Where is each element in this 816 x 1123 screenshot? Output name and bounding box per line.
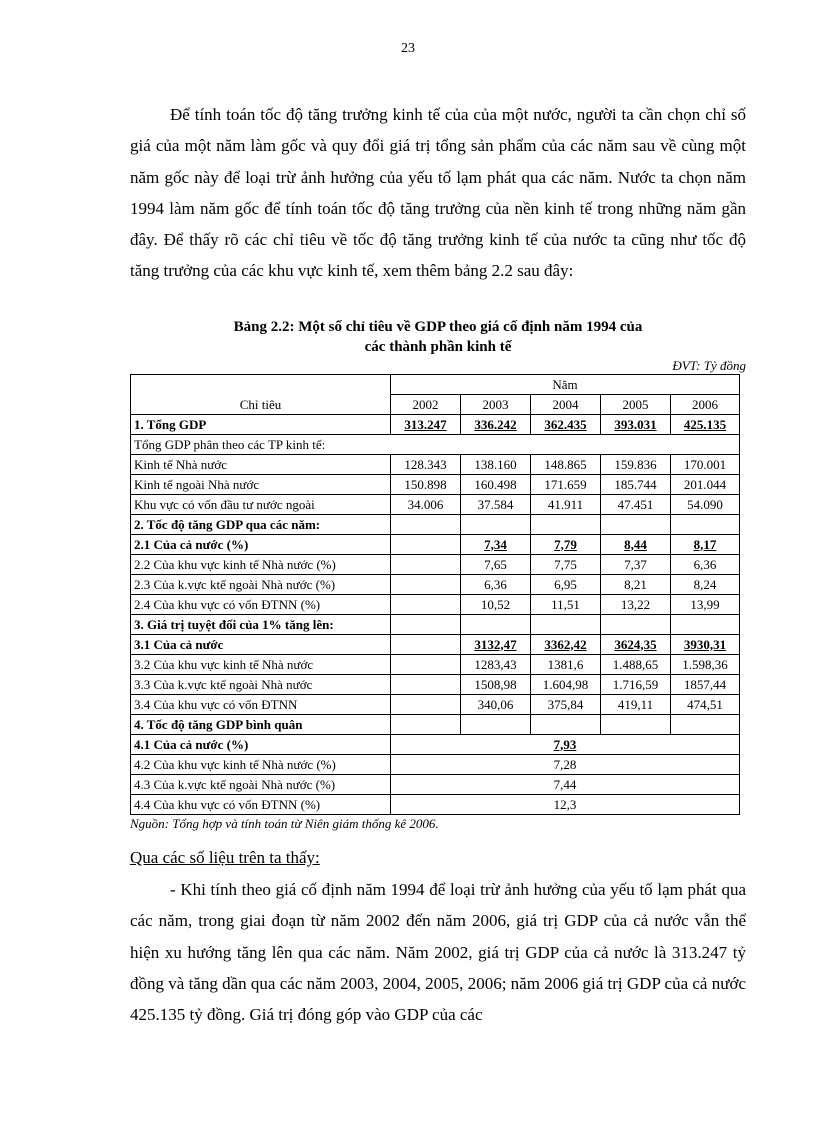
row-label: 3.4 Của khu vực có vốn ĐTNN — [131, 695, 391, 715]
average-cell: 12,3 — [391, 795, 740, 815]
table-cell: 3362,42 — [531, 635, 601, 655]
table-row — [131, 695, 740, 715]
table-cell: 159.836 — [601, 455, 671, 475]
table-cell: 171.659 — [531, 475, 601, 495]
row-label: Tổng GDP phân theo các TP kinh tế: — [131, 435, 740, 455]
table-cell: 1381,6 — [531, 655, 601, 675]
observation-heading: Qua các số liệu trên ta thấy: — [130, 848, 320, 867]
table-cell: 419,11 — [601, 695, 671, 715]
table-row — [131, 715, 740, 735]
gdp-table-body — [131, 375, 740, 815]
table-title-line2: các thành phần kinh tế — [364, 339, 512, 355]
year-header: 2004 — [531, 395, 601, 415]
table-cell — [391, 715, 461, 735]
table-cell: 3624,35 — [601, 635, 671, 655]
table-cell: 340,06 — [461, 695, 531, 715]
table-cell: 7,79 — [531, 535, 601, 555]
table-cell: 160.498 — [461, 475, 531, 495]
table-cell — [391, 595, 461, 615]
average-cell: 7,44 — [391, 775, 740, 795]
table-cell: 3930,31 — [671, 635, 740, 655]
table-cell: 362.435 — [531, 415, 601, 435]
table-cell: 7,34 — [461, 535, 531, 555]
table-cell — [671, 715, 740, 735]
table-cell — [601, 515, 671, 535]
table-cell — [601, 615, 671, 635]
table-cell: 6,36 — [671, 555, 740, 575]
table-cell: 47.451 — [601, 495, 671, 515]
table-cell: 313.247 — [391, 415, 461, 435]
table-cell — [671, 515, 740, 535]
table-cell: 425.135 — [671, 415, 740, 435]
table-cell — [601, 715, 671, 735]
table-header-row — [131, 375, 740, 395]
table-cell: 6,95 — [531, 575, 601, 595]
table-row — [131, 575, 740, 595]
table-cell: 336.242 — [461, 415, 531, 435]
table-cell: 1.604,98 — [531, 675, 601, 695]
row-label: 4. Tốc độ tăng GDP bình quân — [131, 715, 391, 735]
row-label: Kinh tế ngoài Nhà nước — [131, 475, 391, 495]
table-row — [131, 635, 740, 655]
table-cell — [461, 615, 531, 635]
table-cell — [391, 675, 461, 695]
row-label: 1. Tổng GDP — [131, 415, 391, 435]
row-label: 2. Tốc độ tăng GDP qua các năm: — [131, 515, 391, 535]
body-paragraph — [130, 874, 746, 1030]
table-row — [131, 435, 740, 455]
table-cell — [531, 715, 601, 735]
table-cell: 1.488,65 — [601, 655, 671, 675]
table-row — [131, 755, 740, 775]
row-label: 4.2 Của khu vực kinh tế Nhà nước (%) — [131, 755, 391, 775]
intro-paragraph — [130, 99, 746, 287]
table-cell: 474,51 — [671, 695, 740, 715]
table-cell — [391, 555, 461, 575]
table-row — [131, 475, 740, 495]
row-label: 3.1 Của cả nước — [131, 635, 391, 655]
row-label: 2.3 Của k.vực ktế ngoài Nhà nước (%) — [131, 575, 391, 595]
table-cell: 6,36 — [461, 575, 531, 595]
table-title-line1: Bảng 2.2: Một số chỉ tiêu về GDP theo giá cố định năm 1994 của — [233, 319, 643, 335]
intro-text: Để tính toán tốc độ tăng trưởng kinh tế của của một nước, người ta cần chọn chỉ số giá của một năm làm gốc và quy đổi giá trị tổng sản phẩm của các năm sau về cùng một năm gốc này để loại trừ ảnh hưởng của yếu tố lạm phát qua các năm. Nước ta chọn năm 1994 làm năm gốc để tính toán tốc độ tăng trưởng của nền kinh tế trong những năm gần đây. Để thấy rõ các chỉ tiêu về tốc độ tăng trưởng kinh tế của nước ta cũng như tốc độ tăng trưởng của các khu vực kinh tế, xem thêm bảng 2.2 sau đây: — [130, 105, 746, 281]
row-label: 3.2 Của khu vực kinh tế Nhà nước — [131, 655, 391, 675]
table-cell: 11,51 — [531, 595, 601, 615]
table-cell: 13,22 — [601, 595, 671, 615]
table-cell — [391, 655, 461, 675]
table-row — [131, 495, 740, 515]
table-row — [131, 735, 740, 755]
table-row — [131, 555, 740, 575]
year-header: 2002 — [391, 395, 461, 415]
table-cell: 150.898 — [391, 475, 461, 495]
table-title — [130, 317, 746, 357]
table-cell: 8,17 — [671, 535, 740, 555]
table-cell: 393.031 — [601, 415, 671, 435]
year-header: 2006 — [671, 395, 740, 415]
table-row — [131, 595, 740, 615]
table-cell — [391, 535, 461, 555]
unit-label: ĐVT: Tỷ đồng — [672, 358, 746, 373]
table-cell — [531, 615, 601, 635]
table-cell: 7,37 — [601, 555, 671, 575]
table-cell — [531, 515, 601, 535]
table-cell: 7,75 — [531, 555, 601, 575]
row-label: 2.2 Của khu vực kinh tế Nhà nước (%) — [131, 555, 391, 575]
table-cell — [391, 575, 461, 595]
table-row — [131, 415, 740, 435]
indicator-header: Chỉ tiêu — [131, 375, 391, 415]
table-cell: 1283,43 — [461, 655, 531, 675]
table-cell — [391, 635, 461, 655]
row-label: 2.4 Của khu vực có vốn ĐTNN (%) — [131, 595, 391, 615]
table-cell — [461, 515, 531, 535]
table-row — [131, 535, 740, 555]
table-cell: 34.006 — [391, 495, 461, 515]
row-label: 4.3 Của k.vực ktế ngoài Nhà nước (%) — [131, 775, 391, 795]
average-cell: 7,93 — [391, 735, 740, 755]
table-cell: 3132,47 — [461, 635, 531, 655]
table-cell: 1508,98 — [461, 675, 531, 695]
table-row — [131, 675, 740, 695]
table-row — [131, 455, 740, 475]
average-cell: 7,28 — [391, 755, 740, 775]
table-cell — [671, 615, 740, 635]
table-cell — [391, 615, 461, 635]
table-cell: 128.343 — [391, 455, 461, 475]
table-row — [131, 655, 740, 675]
table-cell: 13,99 — [671, 595, 740, 615]
table-cell: 7,65 — [461, 555, 531, 575]
table-cell: 148.865 — [531, 455, 601, 475]
table-cell — [391, 695, 461, 715]
page-number: 23 — [401, 41, 415, 56]
table-cell: 138.160 — [461, 455, 531, 475]
table-cell: 201.044 — [671, 475, 740, 495]
table-row — [131, 515, 740, 535]
table-cell: 54.090 — [671, 495, 740, 515]
table-cell: 170.001 — [671, 455, 740, 475]
source-note: Nguồn: Tổng hợp và tính toán từ Niên giám thống kê 2006. — [130, 816, 439, 831]
table-cell — [461, 715, 531, 735]
row-label: 4.1 Của cả nước (%) — [131, 735, 391, 755]
row-label: 4.4 Của khu vực có vốn ĐTNN (%) — [131, 795, 391, 815]
table-row — [131, 615, 740, 635]
year-header: 2003 — [461, 395, 531, 415]
table-cell: 1.598,36 — [671, 655, 740, 675]
body-text: - Khi tính theo giá cố định năm 1994 để loại trừ ảnh hưởng của yếu tố lạm phát qua các năm, trong giai đoạn từ năm 2002 đến năm 2006, giá trị GDP của cả nước vẫn thể hiện xu hướng tăng lên qua các năm. Năm 2002, giá trị GDP của cả nước là 313.247 tỷ đồng và tăng dần qua các năm 2003, 2004, 2005, 2006; năm 2006 giá trị GDP của cả nước 425.135 tỷ đồng. Giá trị đóng góp vào GDP của các — [130, 880, 746, 1025]
table-cell: 8,21 — [601, 575, 671, 595]
table-cell: 41.911 — [531, 495, 601, 515]
row-label: 3.3 Của k.vực ktế ngoài Nhà nước — [131, 675, 391, 695]
table-cell: 10,52 — [461, 595, 531, 615]
row-label: 2.1 Của cả nước (%) — [131, 535, 391, 555]
row-label: Khu vực có vốn đầu tư nước ngoài — [131, 495, 391, 515]
table-cell: 8,24 — [671, 575, 740, 595]
table-cell: 37.584 — [461, 495, 531, 515]
row-label: Kinh tế Nhà nước — [131, 455, 391, 475]
table-row — [131, 775, 740, 795]
year-group-header: Năm — [391, 375, 740, 395]
table-cell — [391, 515, 461, 535]
table-cell: 1.716,59 — [601, 675, 671, 695]
gdp-table — [130, 374, 740, 815]
year-header: 2005 — [601, 395, 671, 415]
table-cell: 375,84 — [531, 695, 601, 715]
table-cell: 8,44 — [601, 535, 671, 555]
table-cell: 185.744 — [601, 475, 671, 495]
table-row — [131, 795, 740, 815]
row-label: 3. Giá trị tuyệt đối của 1% tăng lên: — [131, 615, 391, 635]
table-cell: 1857,44 — [671, 675, 740, 695]
